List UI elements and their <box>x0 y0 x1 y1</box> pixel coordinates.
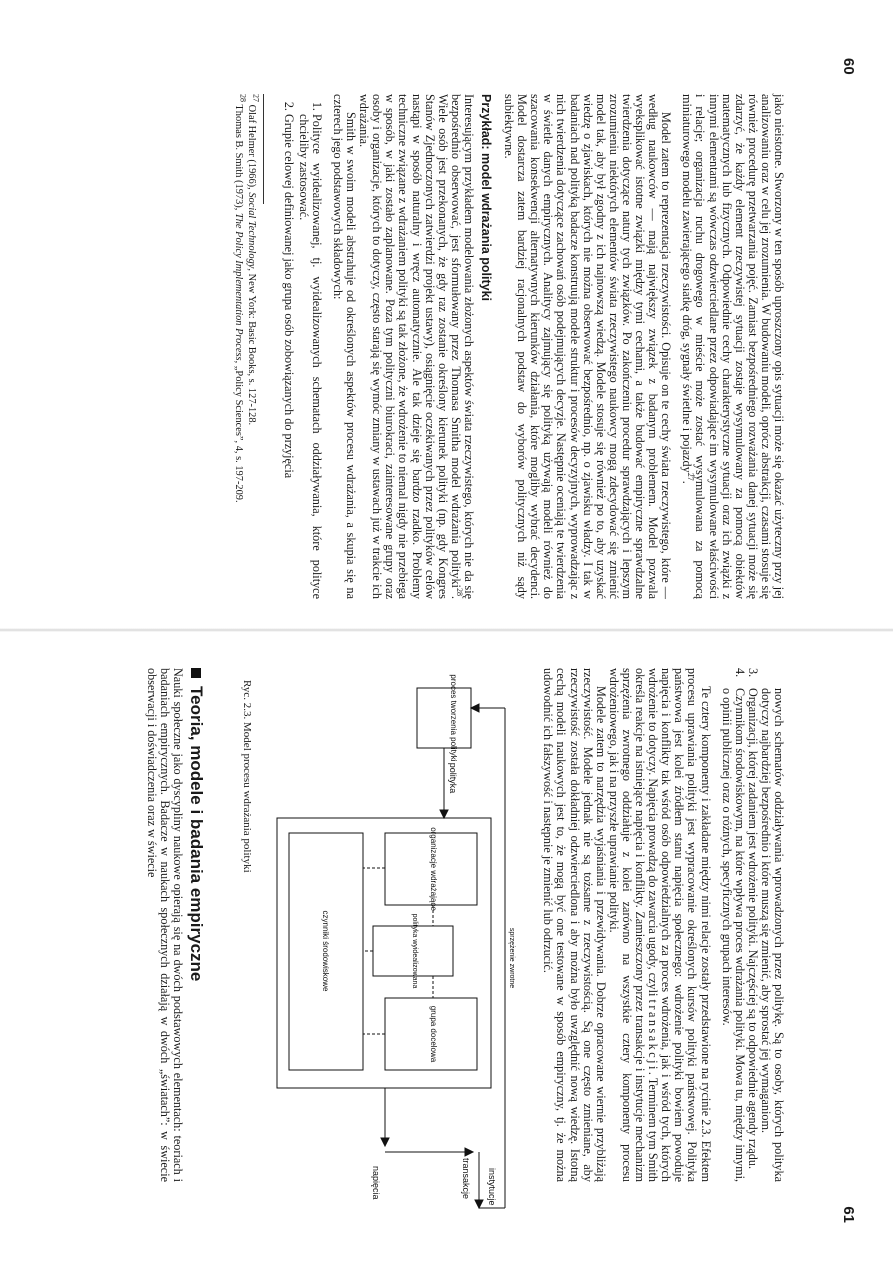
page-number: 61 <box>840 1206 857 1223</box>
bullet-square-icon <box>191 668 201 678</box>
env-label: czynniki środowiskowe <box>321 910 330 992</box>
list-item: 3. Organizacji, której zadaniem jest wdrożenie polityki. Najczęściej są to odpowiednie agendy rządu. <box>745 668 760 1170</box>
list-continuation: nowych schematów oddziaływania wprowadzonych przez politykę. Są to osoby, których polityka dotyczy najbardziej bezpośrednio i które muszą się zmienić, aby sprostać jej wymaganiom. <box>758 688 786 1182</box>
section-heading: Przykład: model wdrażania polityki <box>479 94 494 302</box>
figure-caption: Ryc. 2.3. Model procesu wdrażania polityki <box>241 680 253 873</box>
paragraph: Nauki społeczne jako dyscypliny naukowe opierają się na dwóch podstawowych elementach: teoriach i badaniach empirycznych. Badacze w naukach społecznych działają w dwóch „światach”: w świecie obserwacji i doświadczenia oraz w świecie <box>144 668 185 1182</box>
page-61 <box>0 632 893 1263</box>
component-list <box>282 94 323 599</box>
implementation-model-diagram <box>263 668 513 1228</box>
paragraph: jako nieistotne. Stworzony w ten sposób uproszczony opis sytuacji może się okazać użyteczny przy jej analizowaniu oraz w celu jej zrozumienia. W budowaniu modeli, oprócz abstrakcji, czasami stosuje się również procedurę przetwarzania pojęć. Zamiast bezpośredniego rozważania danej sytuacji może się zdarzyć, że każdy element rzeczywistej sytuacji zostaje wysymulowany za pomocą obiektów matematycznych lub fizycznych. Odpowiednie cechy charakterystyczne sytuacji oraz ich związki z innymi elementami są wówczas odzwierciedlane przez odpowiadające im wysymulowane właściwości i relacje; organizacja ruchu drogowego w mieście może zostać wysymulowana za pomocą miniaturowego modelu zawierającego siatkę dróg, sygnały świetlne i pojazdy$^{27}$. <box>680 94 786 599</box>
text-column <box>232 94 785 599</box>
page-number: 60 <box>840 58 857 75</box>
paragraph: Modele zatem to narzędzia wyjaśniania i przewidywania. Dobrze opracowane wiernie przybliżają rzeczywistość. Modele jednak nie są tożsame z rzeczywistością. Są one często zmieniane, aby rzeczywistość została dokładniej odzwierciedlona i aby można było uwzględnić nową wiedzę. Istotną cechą modeli naukowych jest to, że mogą być one testowane w sposób empiryczny, tj. że można udowodnić ich fałszywość i następnie je zmienić lub odrzucić. <box>541 668 608 1182</box>
feedback-label: sprzężenie zwrotne <box>508 927 515 989</box>
tensions-label: napięcia <box>371 1166 381 1200</box>
footnote: $^{27}$ Olaf Helmer (1966), Social Technology, New York: Basic Books, s. 127-128. <box>245 94 261 426</box>
transactions-label: transakcje <box>461 1158 471 1200</box>
target-label: grupa docelowa <box>429 1005 438 1063</box>
footnote: $^{28}$ Thomas B. Smith (1973), The Policy Implementation Process, „Policy Sciences”, 4, s. 197-209. <box>233 94 248 503</box>
footnote-ref[interactable]: 27 <box>686 472 696 481</box>
org-label: organizacje wdrażające <box>429 827 438 911</box>
text-column <box>144 668 206 1182</box>
process-label: proces tworzenia polityki <box>449 674 458 762</box>
paragraph: Te cztery komponenty i zakładane między nimi relacje zostały przedstawione na rycinie 2.3. Efektem procesu uprawiania polityki jest wypracowanie określonych kursów polityki państwowej. Polityka państwowa jest kolei źródłem stanu napięcia społecznego: wdrożenie polityki bowiem powoduje napięcia i konflikty tak wśród osób odpowiedzialnych za proces wdrożenia, jak i wśród tych, których wdrożenie to dotyczy. Napięcia prowadzą do zawarcia ugody, czyli transakcji. Terminem tym Smith określa reakcje na istniejące napięcia i konflikty. Zamieszczony przez transakcje i instytucje mechanizm sprzężenia zwrotnego oddziałuje z kolei zarówno na wszystkie cztery komponenty procesu wdrożeniowego, jak i na przyszłe uprawianie polityki. <box>606 668 713 1183</box>
institutions-label: instytucje <box>487 1168 497 1206</box>
footnote-ref[interactable]: 28 <box>454 587 464 596</box>
process-box <box>417 688 471 748</box>
policy-label: polityka <box>448 762 458 794</box>
policy-frame <box>277 818 491 1088</box>
text-column <box>541 668 785 1182</box>
paragraph: Smith w swoim modeli abstrahuje od określonych aspektów procesu wdrażania, a skupia się na czterech jego podstawowych składowych: <box>331 94 359 599</box>
list-item: 2. Grupie celowej definiowanej jako grupa osób zobowiązanych do przyjęcia <box>282 114 295 599</box>
footnote-divider <box>263 94 264 204</box>
section-heading: Teoria, modele i badania empiryczne <box>190 668 203 1182</box>
paragraph: Interesującym przykładem modelowania złożonych aspektów świata rzeczywistego, których nie da się bezpośrednio obserwować, jest sformułowany przez Thomasa Smitha model wdrażania polityki$^{28}$. Wiele osób jest przekonanych, że gdy raz zostanie określony kierunek polityki (np. gdy Kongres Stanów Zjednoczonych zatwierdzi projekt ustawy), osiągnięcie oczekiwanych przez polityków celów nastąpi w sposób naturalny i wręcz automatycznie. Ale tak dzieje się bardzo rzadko. Problemy techniczne związane z wdrażaniem polityki są tak złożone, że wdrożenie to niemal nigdy nie przebiega w sposób, w jaki zostało zaplanowane. Poza tym polityczni biurokraci, zainteresowane grupy oraz osoby i organizacje, których to dotyczy, często starają się wymóc zmiany w ustawach już w trakcie ich wdrażania. <box>357 94 476 599</box>
paragraph: Model zatem to reprezentacja rzeczywistości. Opisuje on te cechy świata rzeczywistego, które — według naukowców — mają największy związek z badanym problemem. Model pozwala wyeksplikować istotne związki między tymi cechami, a także budować empiryczne sprawdzalne twierdzenia dotyczące natury tych związków. Po zakończeniu procedur sprawdzających i lepszym zrozumieniu niektórych elementów świata rzeczywistego naukowcy mogą zdecydować się zmienić model tak, aby był zgodny z ich najnowszą wiedzą. Modele stosuje się również po to, aby uzyskać wiedzę o zjawiskach, których nie można obserwować bezpośrednio, np. o zjawisku władzy. I tak w badaniach nad polityką badacze konstruują modele struktur i procesów decyzyjnych, wyprowadzając z nich twierdzenia dotyczące zachowań osób podejmujących decyzje. Następnie oceniają te twierdzenia w świetle danych empirycznych. Analitycy zajmujący się polityką używają modeli również do szacowania konsekwencji alternatywnych kierunków działania, które mogliby wybrać decydenci. Model dostarcza zatem bardziej racjonalnych podstaw do wyborów politycznych niż sądy subiektywne. <box>502 94 674 599</box>
list-item: 1. Polityce wyidealizowanej, tj. wyidealizowanych schematach oddziaływania, które polityce chcieliby zastosować. <box>297 114 323 599</box>
page-60 <box>0 0 893 631</box>
idealized-label: polityka wyidealizowana <box>411 913 418 989</box>
list-item: 4. Czynnikom środowiskowym, na które wpływa proces wdrażania polityki. Mowa tu, między innymi, o opinii publicznej oraz o różnych, specyficznych grupach interesów. <box>719 668 747 1182</box>
